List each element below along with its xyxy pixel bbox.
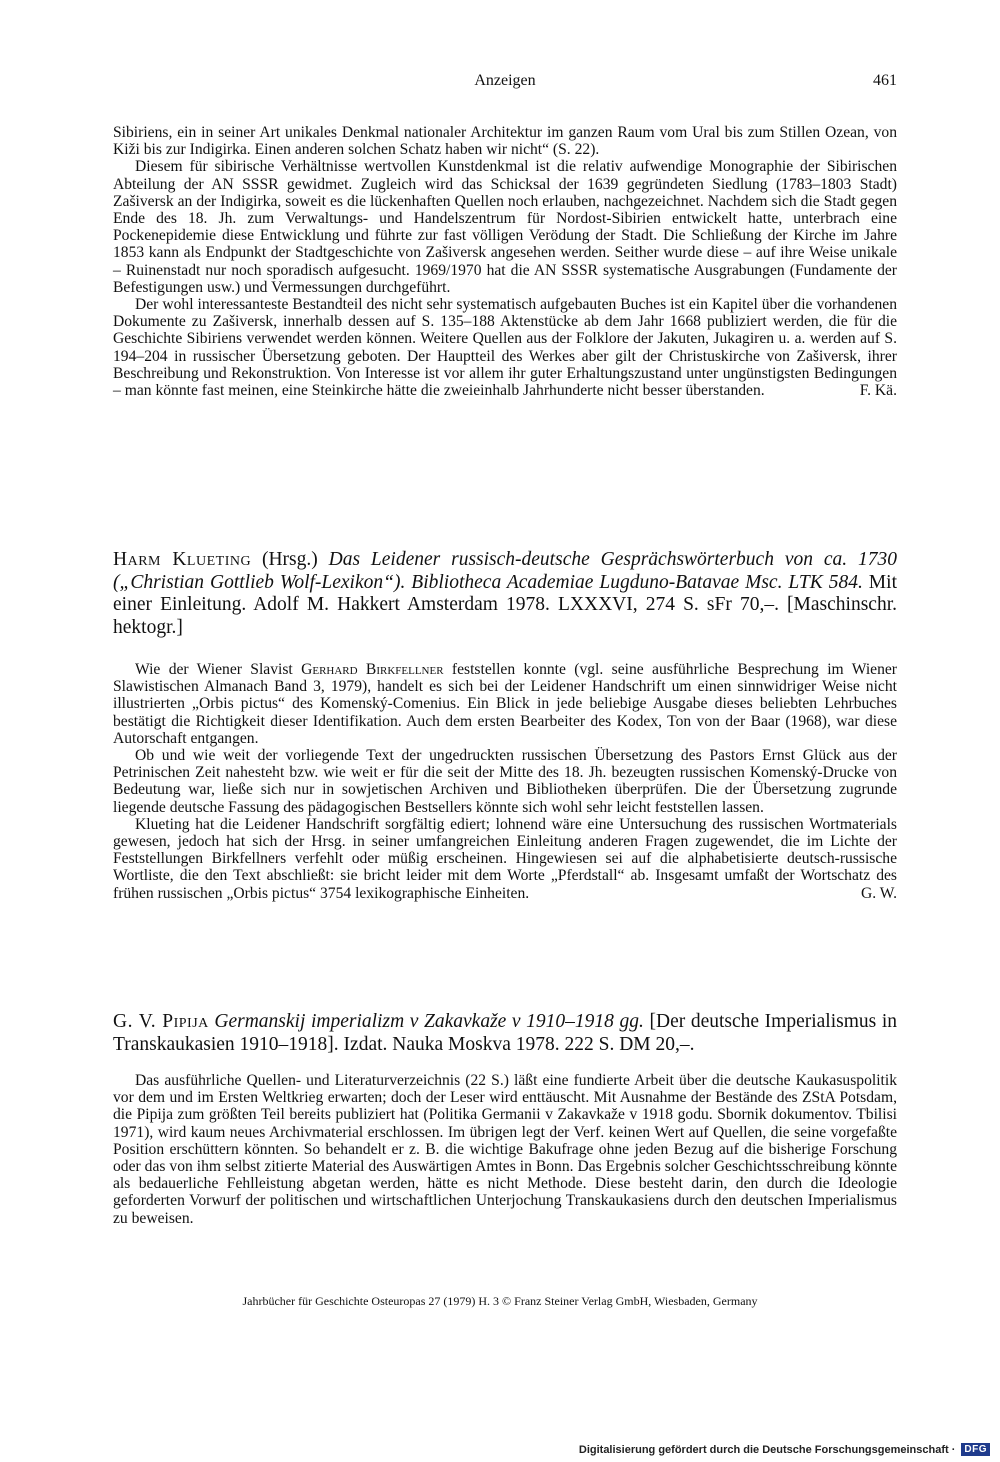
- page-header: [113, 72, 897, 96]
- review-3-heading: [113, 1011, 897, 1056]
- review-3-pubinfo: [Der deutsche Imperialismus in Transkaukasien 1910–1918]. Izdat. Nauka Moskva 1978. 222 S. DM 20,–.: [113, 1011, 897, 1055]
- review-1-body: [113, 124, 897, 399]
- dfg-logo: DFG: [961, 1443, 990, 1456]
- review-1-signature: F. Kä.: [859, 382, 897, 400]
- dfg-notice-text: Digitalisierung gefördert durch die Deutsche Forschungsgemeinschaft ·: [578, 1443, 956, 1456]
- dfg-notice: [579, 1443, 990, 1456]
- review-2-heading: [113, 549, 897, 639]
- review-3-author: G. V. Pipija: [113, 1011, 209, 1032]
- review-3-body: [113, 1072, 897, 1227]
- review-1-paragraph-3: [113, 296, 897, 399]
- review-2-title: Das Leidener russisch-deutsche Gesprächswörterbuch von ca. 1730 („Christian Gottlieb Wolf-Lexikon“). Bibliotheca Academiae Lugduno-Batavae Msc. LTK 584.: [113, 549, 897, 593]
- review-2-paragraph-3-text: Klueting hat die Leidener Handschrift sorgfältig ediert; lohnend wäre eine Untersuchung des russischen Wortmaterials gewesen, jedoch hat sich der Hrsg. in seiner umfangreichen Einleitung anderen Fragen zugewendet, die im Lichte der Feststellungen Birkfellners verfehlt oder müßig erscheinen. Hingewiesen sei auf die alphabetisierte deutsch-russische Wortliste, die den Text abschließt: sie bricht leider mit dem Worte „Pferdstall“ ab. Insgesamt umfaßt der Wortschatz des frühen russischen „Orbis pictus“ 3754 lexikographische Einheiten.: [113, 815, 897, 902]
- review-2-paragraph-3: [113, 816, 897, 902]
- review-2-head-rest: (Hrsg.): [251, 549, 329, 570]
- journal-footer: Jahrbücher für Geschichte Osteuropas 27 (1979) H. 3 © Franz Steiner Verlag GmbH, Wiesbaden, Germany: [242, 1294, 758, 1308]
- review-2-p1-rest: feststellen konnte (vgl. seine ausführliche Besprechung im Wiener Slawistischen Almanach Band 3, 1979), handelt es sich bei der Leidener Handschrift um einen sinnwidriger Weise nicht illustrierten „Orbis pictus“ des Komenský-Comenius. Ein Blick in jede beliebige Ausgabe dieses beliebten Lehrbuches bestätigt die Richtigkeit dieser Identifikation. Auch dem ersten Bearbeiter des Kodex, Ton von der Baar (1968), war diese Autorschaft entgangen.: [113, 661, 897, 747]
- review-1-paragraph-3-text: Der wohl interessanteste Bestandteil des nicht sehr systematisch aufgebauten Buches ist ein Kapitel über die vorhandenen Dokumente zu Zašiversk, innerhalb dessen auf S. 135–188 Aktenstücke ab dem Jahr 1668 publiziert werden, die für die Geschichte Sibiriens verwendet werden können. Weitere Quellen aus der Folklore der Jakuten, Jukagiren u. a. werden auf S. 194–204 in russischer Übersetzung geboten. Der Hauptteil des Werkes aber gilt der Christuskirche von Zašiversk, ihrer Beschreibung und Rekonstruktion. Von Interesse ist vor allem ihr guter Erhaltungszustand unter ungünstigsten Bedingungen – man könnte fast meinen, eine Steinkirche hätte die zweieinhalb Jahrhunderte nicht besser überstanden.: [113, 296, 897, 400]
- review-2-cited-name: Gerhard Birkfellner: [301, 661, 444, 678]
- review-1-paragraph-1: Sibiriens, ein in seiner Art unikales Denkmal nationaler Architektur im ganzen Raum vom Ural bis zum Stillen Ozean, von Kiži bis zur Indigirka. Einen anderen solchen Schatz haben wir nicht“ (S. 22).: [113, 124, 897, 159]
- review-2-signature: G. W.: [861, 884, 897, 902]
- review-2-paragraph-1: [113, 661, 897, 747]
- page-number: 461: [873, 72, 897, 89]
- review-2-p1-start: Wie der Wiener Slavist: [135, 661, 302, 678]
- review-2-paragraph-2: Ob und wie weit der vorliegende Text der ungedruckten russischen Übersetzung des Pastors Ernst Glück aus der Petrinischen Zeit nahesteht bzw. wie weit er für die seit der Mitte des 18. Jh. bezeugten russischen Komenský-Drucke von Bedeutung war, ließe sich nur in sowjetischen Archiven und Bibliotheken überprüfen. Die der Übersetzung zugrunde liegende deutsche Fassung des pädagogischen Bestsellers könnte sich wohl sehr leicht feststellen lassen.: [113, 747, 897, 816]
- review-2-pubinfo: Mit einer Einleitung. Adolf M. Hakkert Amsterdam 1978. LXXXVI, 274 S. sFr 70,–. [Maschinschr. hektogr.]: [113, 571, 897, 638]
- review-2-body: [113, 661, 897, 902]
- review-2-author: Harm Klueting: [113, 549, 252, 570]
- review-3-title: Germanskij imperializm v Zakavkaže v 1910–1918 gg.: [214, 1011, 644, 1032]
- review-1-paragraph-2: Diesem für sibirische Verhältnisse wertvollen Kunstdenkmal ist die relativ aufwendige Monographie der Sibirischen Abteilung der AN SSSR gewidmet. Zugleich wird das Schicksal der 1639 gegründeten Siedlung (1783–1803 Stadt) Zašiversk an der Indigirka, soweit es die lückenhaften Quellen noch erlauben, nachgezeichnet. Nachdem sich die Stadt gegen Ende des 18. Jh. zum Verwaltungs- und Handelszentrum für Nordost-Sibirien entwickelt hatte, unterbrach eine Pockenepidemie diese Entwicklung und führte zur fast völligen Verödung der Stadt. Die Schließung der Kirche im Jahre 1853 kann als Endpunkt der Stadtgeschichte von Zašiversk angesehen werden. Seither wurde diese – auf ihre Weise unikale – Ruinenstadt nur noch sporadisch aufgesucht. 1969/1970 hat die AN SSSR systematische Ausgrabungen (Fundamente der Befestigungen usw.) und Vermessungen durchgeführt.: [113, 158, 897, 296]
- running-title: Anzeigen: [474, 72, 536, 89]
- review-3-paragraph-1: Das ausführliche Quellen- und Literaturverzeichnis (22 S.) läßt eine fundierte Arbeit über die deutsche Kaukasuspolitik vor dem und im Ersten Weltkrieg erwarten; doch der Leser wird enttäuscht. Mit Ausnahme der Bestände des ZStA Potsdam, die Pipija zum größten Teil bereits publiziert hat (Politika Germanii v Zakavkaže v 1918 godu. Sbornik dokumentov. Tbilisi 1971), wird kaum neues Archivmaterial erschlossen. Im übrigen legt der Verf. keinen Wert auf Quellen, die seine vorgefaßte Position erschüttern könnten. So behandelt er z. B. die wichtige Bakufrage ohne jeden Bezug auf die bisherige Forschung oder das von ihm selbst zitierte Material des Auswärtigen Amtes in Bonn. Das Ergebnis solcher Geschichtsschreibung könnte als bedauerliche Fehlleistung abgetan werden, hätte es nicht Methode. Diese besteht darin, den durch die Ideologie geforderten Vorwurf der politischen und wirtschaftlichen Unterjochung Transkaukasiens durch den deutschen Imperialismus zu beweisen.: [113, 1072, 897, 1227]
